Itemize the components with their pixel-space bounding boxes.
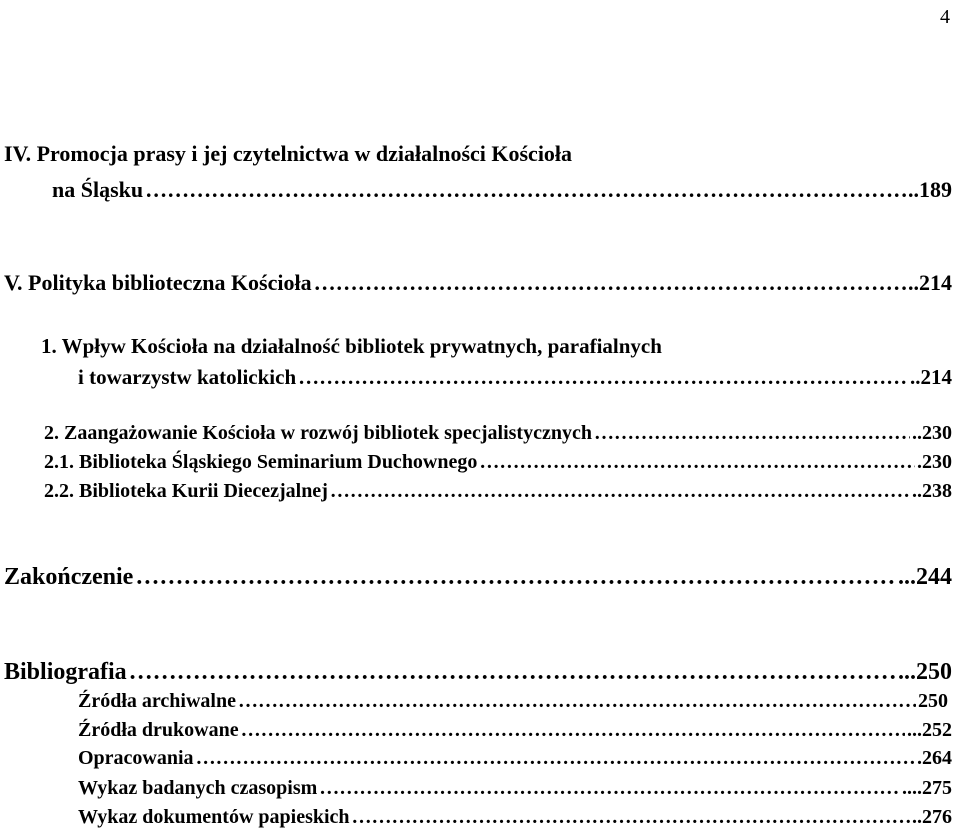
toc-studies-page: .264 xyxy=(917,747,952,769)
page-number: 4 xyxy=(940,6,950,28)
toc-section-1-entry xyxy=(78,365,952,390)
toc-archival-sources-entry xyxy=(78,690,948,713)
toc-periodicals-page: ....275 xyxy=(902,777,952,799)
dot-leader xyxy=(129,659,896,686)
toc-papal-documents-entry xyxy=(78,806,952,829)
toc-section-2-page: ..230 xyxy=(912,422,952,444)
dot-leader xyxy=(298,365,908,390)
toc-conclusion-page: ...244 xyxy=(898,564,952,590)
toc-bibliography-entry xyxy=(4,659,952,686)
toc-section-2-2-entry xyxy=(44,480,952,503)
toc-chapter-4-page: ..189 xyxy=(908,177,952,202)
dot-leader xyxy=(479,451,915,474)
dot-leader xyxy=(352,806,910,829)
toc-chapter-4-entry xyxy=(52,177,952,203)
toc-conclusion-title: Zakończenie xyxy=(4,564,134,590)
dot-leader xyxy=(238,690,916,713)
toc-conclusion-entry xyxy=(4,564,952,591)
dot-leader xyxy=(314,270,906,296)
toc-bibliography-title: Bibliografia xyxy=(4,659,127,685)
toc-chapter-5-entry xyxy=(4,270,952,296)
dot-leader xyxy=(196,747,915,770)
toc-section-2-title: 2. Zaangażowanie Kościoła w rozwój bibliotek specjalistycznych xyxy=(44,422,592,444)
toc-periodicals-entry xyxy=(78,777,952,800)
dot-leader xyxy=(319,777,900,800)
toc-chapter-4-title: IV. Promocja prasy i jej czytelnictwa w działalności Kościoła xyxy=(4,141,573,166)
toc-papal-documents-title: Wykaz dokumentów papieskich xyxy=(78,806,350,828)
toc-section-1-title: 1. Wpływ Kościoła na działalność bibliotek prywatnych, parafialnych xyxy=(41,334,662,358)
toc-bibliography-page: ...250 xyxy=(898,659,952,685)
dot-leader xyxy=(145,177,906,203)
toc-chapter-4-title-cont: na Śląsku xyxy=(52,177,144,202)
toc-section-2-2-title: 2.2. Biblioteka Kurii Diecezjalnej xyxy=(44,480,328,502)
toc-printed-sources-page: ...252 xyxy=(907,719,952,741)
toc-archival-sources-page: 250 xyxy=(918,690,948,712)
toc-section-2-2-page: ..238 xyxy=(912,480,952,502)
toc-printed-sources-title: Źródła drukowane xyxy=(78,719,239,741)
dot-leader xyxy=(241,719,905,742)
toc-papal-documents-page: ..276 xyxy=(912,806,952,828)
toc-section-2-1-title: 2.1. Biblioteka Śląskiego Seminarium Duchownego xyxy=(44,451,478,473)
toc-archival-sources-title: Źródła archiwalne xyxy=(78,690,236,712)
toc-section-1-title-cont: i towarzystw katolickich xyxy=(78,365,297,389)
dot-leader xyxy=(135,564,896,591)
toc-chapter-5-page: ..214 xyxy=(908,270,952,295)
toc-printed-sources-entry xyxy=(78,719,952,742)
toc-section-1-page: ..214 xyxy=(910,365,952,389)
toc-studies-title: Opracowania xyxy=(78,747,194,769)
dot-leader xyxy=(594,422,910,445)
toc-periodicals-title: Wykaz badanych czasopism xyxy=(78,777,318,799)
toc-studies-entry xyxy=(78,747,952,770)
toc-section-2-entry xyxy=(44,422,952,445)
dot-leader xyxy=(330,480,910,503)
toc-chapter-5-title: V. Polityka biblioteczna Kościoła xyxy=(4,270,312,295)
toc-section-2-1-page: .230 xyxy=(917,451,952,473)
toc-section-2-1-entry xyxy=(44,451,952,474)
